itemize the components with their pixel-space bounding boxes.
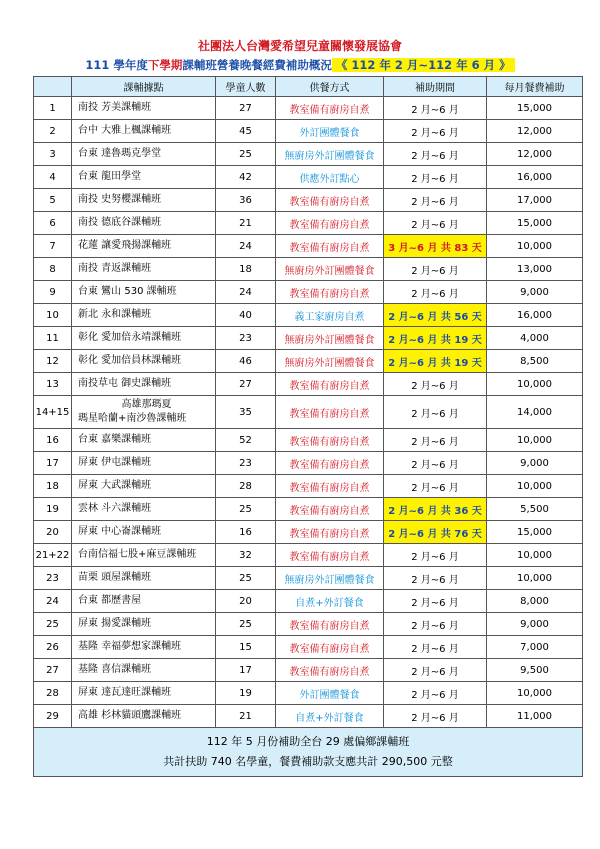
location-name-line: 南投 史努櫻課輔班 [78,194,162,205]
kids-count: 20 [216,590,276,613]
subtitle-topic: 課輔班營養晚餐經費補助概況 [182,58,332,72]
kids-count: 32 [216,544,276,567]
period-text: 2 月~6 月 [411,482,459,494]
table-row [34,281,583,304]
monthly-amount: 8,500 [487,350,583,373]
summary-line-2: 共計扶助 740 名學童，餐費補助款支應共計 290,500 元整 [163,755,453,768]
period-text: 2 月~6 月 [411,459,459,471]
location-name-line: 高雄那瑪夏 [121,399,172,410]
meal-method: 無廚房外訂團體餐食 [276,567,384,590]
period-text: 2 月~6 月 [411,574,459,586]
location-name-line: 台東 都歷書屋 [78,595,142,606]
table-row [34,97,583,120]
location-name [72,498,216,521]
period-text: 2 月~6 月 共 36 天 [388,505,482,517]
row-number: 4 [34,166,72,189]
monthly-amount: 17,000 [487,189,583,212]
monthly-amount: 9,000 [487,452,583,475]
meal-method: 教室備有廚房自煮 [276,544,384,567]
monthly-amount: 12,000 [487,143,583,166]
period-text: 2 月~6 月 [411,288,459,300]
period-text: 3 月~6 月 共 83 天 [388,242,482,254]
monthly-amount: 10,000 [487,544,583,567]
location-name [72,682,216,705]
location-name-line: 台中 大雅上楓課輔班 [78,125,172,136]
col-header-method: 供餐方式 [276,77,384,97]
period-text: 2 月~6 月 共 19 天 [388,334,482,346]
meal-method: 教室備有廚房自煮 [276,97,384,120]
period-text: 2 月~6 月 [411,643,459,655]
subsidy-period [384,350,487,373]
period-text: 2 月~6 月 共 19 天 [388,357,482,369]
meal-method: 教室備有廚房自煮 [276,189,384,212]
meal-method: 教室備有廚房自煮 [276,396,384,429]
location-name [72,212,216,235]
table-row [34,304,583,327]
kids-count: 27 [216,97,276,120]
location-name-line: 南投 德底谷課輔班 [78,217,162,228]
kids-count: 45 [216,120,276,143]
table-row [34,258,583,281]
subsidy-period [384,567,487,590]
subsidy-period [384,212,487,235]
kids-count: 36 [216,189,276,212]
period-text: 2 月~6 月 [411,380,459,392]
row-number: 19 [34,498,72,521]
location-name [72,475,216,498]
monthly-amount: 10,000 [487,475,583,498]
col-header-no [34,77,72,97]
subsidy-period [384,636,487,659]
summary-cell [34,728,583,777]
table-row [34,143,583,166]
row-number: 25 [34,613,72,636]
subsidy-period [384,373,487,396]
table-header-row [34,77,583,97]
meal-method: 教室備有廚房自煮 [276,212,384,235]
row-number: 2 [34,120,72,143]
location-name-line: 基隆 喜信課輔班 [78,664,152,675]
kids-count: 21 [216,705,276,728]
table-row [34,705,583,728]
monthly-amount: 10,000 [487,373,583,396]
row-number: 9 [34,281,72,304]
meal-method: 教室備有廚房自煮 [276,235,384,258]
location-name [72,396,216,429]
kids-count: 23 [216,327,276,350]
location-name [72,659,216,682]
location-name [72,281,216,304]
subsidy-period [384,498,487,521]
subsidy-period [384,97,487,120]
monthly-amount: 13,000 [487,258,583,281]
subsidy-period [384,396,487,429]
period-text: 2 月~6 月 共 56 天 [388,311,482,323]
table-row [34,659,583,682]
location-name [72,429,216,452]
location-name [72,452,216,475]
location-name [72,189,216,212]
row-number: 1 [34,97,72,120]
monthly-amount: 15,000 [487,97,583,120]
period-text: 2 月~6 月 [411,408,459,420]
subsidy-period [384,304,487,327]
monthly-amount: 11,000 [487,705,583,728]
table-row [34,350,583,373]
kids-count: 28 [216,475,276,498]
monthly-amount: 16,000 [487,166,583,189]
row-number: 28 [34,682,72,705]
period-text: 2 月~6 月 [411,219,459,231]
col-header-amount: 每月餐費補助 [487,77,583,97]
subsidy-period [384,189,487,212]
monthly-amount: 7,000 [487,636,583,659]
subsidy-period [384,120,487,143]
period-text: 2 月~6 月 [411,666,459,678]
meal-method: 教室備有廚房自煮 [276,452,384,475]
subsidy-period [384,281,487,304]
monthly-amount: 16,000 [487,304,583,327]
kids-count: 25 [216,567,276,590]
location-name-line: 台東 鸞山 530 課輔班 [78,286,177,297]
location-name [72,304,216,327]
location-name-line: 南投 青返課輔班 [78,263,152,274]
kids-count: 52 [216,429,276,452]
location-name-line: 台東 龍田學堂 [78,171,142,182]
period-text: 2 月~6 月 [411,150,459,162]
location-name [72,705,216,728]
monthly-amount: 9,000 [487,613,583,636]
subsidy-period [384,544,487,567]
table-row [34,452,583,475]
subsidy-period [384,682,487,705]
meal-method: 自煮+外訂餐食 [276,705,384,728]
meal-method: 無廚房外訂團體餐食 [276,327,384,350]
location-name-line: 屏東 大武課輔班 [78,480,152,491]
row-number: 21+22 [34,544,72,567]
monthly-amount: 10,000 [487,235,583,258]
table-row [34,166,583,189]
monthly-amount: 10,000 [487,567,583,590]
subtitle-year: 111 學年度 [85,58,148,72]
location-name-line: 屏東 伊屯課輔班 [78,457,152,468]
row-number: 20 [34,521,72,544]
kids-count: 17 [216,659,276,682]
table-row [34,544,583,567]
subsidy-period [384,590,487,613]
meal-method: 無廚房外訂團體餐食 [276,350,384,373]
location-name-line: 屏東 揚愛課輔班 [78,618,152,629]
meal-method: 無廚房外訂團體餐食 [276,258,384,281]
row-number: 14+15 [34,396,72,429]
kids-count: 40 [216,304,276,327]
subsidy-period [384,613,487,636]
organization-title: 社團法人台灣愛希望兒童關懷發展協會 [197,39,402,53]
monthly-amount: 14,000 [487,396,583,429]
row-number: 5 [34,189,72,212]
row-number: 7 [34,235,72,258]
subsidy-period [384,143,487,166]
meal-method: 外訂團體餐食 [276,682,384,705]
report-subtitle [0,57,600,73]
monthly-amount: 15,000 [487,521,583,544]
table-row [34,429,583,452]
row-number: 10 [34,304,72,327]
kids-count: 19 [216,682,276,705]
table-row [34,682,583,705]
row-number: 26 [34,636,72,659]
location-name-line: 彰化 愛加倍員林課輔班 [78,355,182,366]
period-label: 《 112 年 2 月~112 年 6 月 》 [332,58,515,72]
kids-count: 46 [216,350,276,373]
kids-count: 18 [216,258,276,281]
table-row [34,396,583,429]
location-name [72,590,216,613]
location-name [72,143,216,166]
subsidy-period [384,475,487,498]
row-number: 3 [34,143,72,166]
subsidy-period [384,429,487,452]
location-name [72,373,216,396]
location-name [72,521,216,544]
kids-count: 24 [216,235,276,258]
location-name [72,567,216,590]
subsidy-period [384,452,487,475]
summary-line-1: 112 年 5 月份補助全台 29 處偏鄉課輔班 [206,735,410,748]
meal-method: 義工家廚房自煮 [276,304,384,327]
monthly-amount: 9,500 [487,659,583,682]
kids-count: 25 [216,143,276,166]
location-name [72,97,216,120]
location-name-line: 花蓮 讓愛飛揚課輔班 [78,240,172,251]
table-row [34,521,583,544]
kids-count: 15 [216,636,276,659]
summary-row [34,728,583,777]
kids-count: 21 [216,212,276,235]
location-name [72,166,216,189]
period-text: 2 月~6 月 共 76 天 [388,528,482,540]
kids-count: 25 [216,498,276,521]
table-row [34,235,583,258]
location-name-line: 台東 達魯瑪克學堂 [78,148,162,159]
location-name-line: 台南信福七股+麻豆課輔班 [78,549,197,560]
table-row [34,189,583,212]
period-text: 2 月~6 月 [411,173,459,185]
location-name-line: 南投 芳美課輔班 [78,102,152,113]
row-number: 16 [34,429,72,452]
kids-count: 35 [216,396,276,429]
period-text: 2 月~6 月 [411,620,459,632]
period-text: 2 月~6 月 [411,127,459,139]
subsidy-period [384,166,487,189]
location-name-line: 高雄 杉林貓頭鷹課輔班 [78,710,182,721]
row-number: 27 [34,659,72,682]
row-number: 8 [34,258,72,281]
period-text: 2 月~6 月 [411,196,459,208]
table-row [34,475,583,498]
location-name [72,120,216,143]
col-header-location: 課輔據點 [72,77,216,97]
row-number: 6 [34,212,72,235]
kids-count: 42 [216,166,276,189]
meal-method: 自煮+外訂餐食 [276,590,384,613]
table-row [34,120,583,143]
table-row [34,590,583,613]
kids-count: 27 [216,373,276,396]
subsidy-period [384,521,487,544]
monthly-amount: 8,000 [487,590,583,613]
col-header-period: 補助期間 [384,77,487,97]
table-row [34,212,583,235]
location-name-line: 南投草屯 御史課輔班 [78,378,172,389]
meal-method: 教室備有廚房自煮 [276,613,384,636]
table-body [34,97,583,728]
location-name-line: 雲林 斗六課輔班 [78,503,152,514]
meal-method: 教室備有廚房自煮 [276,475,384,498]
meal-method: 無廚房外訂團體餐食 [276,143,384,166]
location-name [72,613,216,636]
table-row [34,636,583,659]
monthly-amount: 5,500 [487,498,583,521]
row-number: 11 [34,327,72,350]
subsidy-period [384,705,487,728]
monthly-amount: 15,000 [487,212,583,235]
subsidy-period [384,235,487,258]
table-row [34,327,583,350]
kids-count: 25 [216,613,276,636]
location-name-line: 瑪星哈蘭+南沙魯課輔班 [78,413,187,424]
period-text: 2 月~6 月 [411,597,459,609]
subsidy-table [33,76,583,777]
row-number: 17 [34,452,72,475]
meal-method: 教室備有廚房自煮 [276,281,384,304]
location-name-line: 苗栗 頭屋課輔班 [78,572,152,583]
location-name-line: 基隆 幸福夢想家課輔班 [78,641,182,652]
monthly-amount: 4,000 [487,327,583,350]
col-header-kids: 學童人數 [216,77,276,97]
location-name [72,327,216,350]
monthly-amount: 10,000 [487,429,583,452]
subsidy-period [384,327,487,350]
location-name-line: 屏東 中心崙課輔班 [78,526,162,537]
location-name [72,350,216,373]
kids-count: 24 [216,281,276,304]
monthly-amount: 9,000 [487,281,583,304]
table-row [34,373,583,396]
kids-count: 16 [216,521,276,544]
location-name [72,636,216,659]
subsidy-period [384,659,487,682]
row-number: 29 [34,705,72,728]
row-number: 24 [34,590,72,613]
meal-method: 外訂團體餐食 [276,120,384,143]
meal-method: 教室備有廚房自煮 [276,373,384,396]
row-number: 12 [34,350,72,373]
period-text: 2 月~6 月 [411,104,459,116]
kids-count: 23 [216,452,276,475]
monthly-amount: 10,000 [487,682,583,705]
location-name-line: 屏東 達瓦達旺課輔班 [78,687,172,698]
meal-method: 教室備有廚房自煮 [276,636,384,659]
monthly-amount: 12,000 [487,120,583,143]
location-name [72,258,216,281]
location-name [72,235,216,258]
period-text: 2 月~6 月 [411,436,459,448]
period-text: 2 月~6 月 [411,689,459,701]
meal-method: 教室備有廚房自煮 [276,521,384,544]
meal-method: 教室備有廚房自煮 [276,659,384,682]
subsidy-period [384,258,487,281]
meal-method: 教室備有廚房自煮 [276,429,384,452]
period-text: 2 月~6 月 [411,712,459,724]
row-number: 18 [34,475,72,498]
location-name [72,544,216,567]
row-number: 23 [34,567,72,590]
table-row [34,613,583,636]
meal-method: 供應外訂點心 [276,166,384,189]
location-name-line: 台東 嘉樂課輔班 [78,434,152,445]
row-number: 13 [34,373,72,396]
location-name-line: 新北 永和課輔班 [78,309,152,320]
period-text: 2 月~6 月 [411,551,459,563]
location-name-line: 彰化 愛加倍永靖課輔班 [78,332,182,343]
table-row [34,567,583,590]
meal-method: 教室備有廚房自煮 [276,498,384,521]
subtitle-semester: 下學期 [147,58,183,72]
period-text: 2 月~6 月 [411,265,459,277]
table-row [34,498,583,521]
